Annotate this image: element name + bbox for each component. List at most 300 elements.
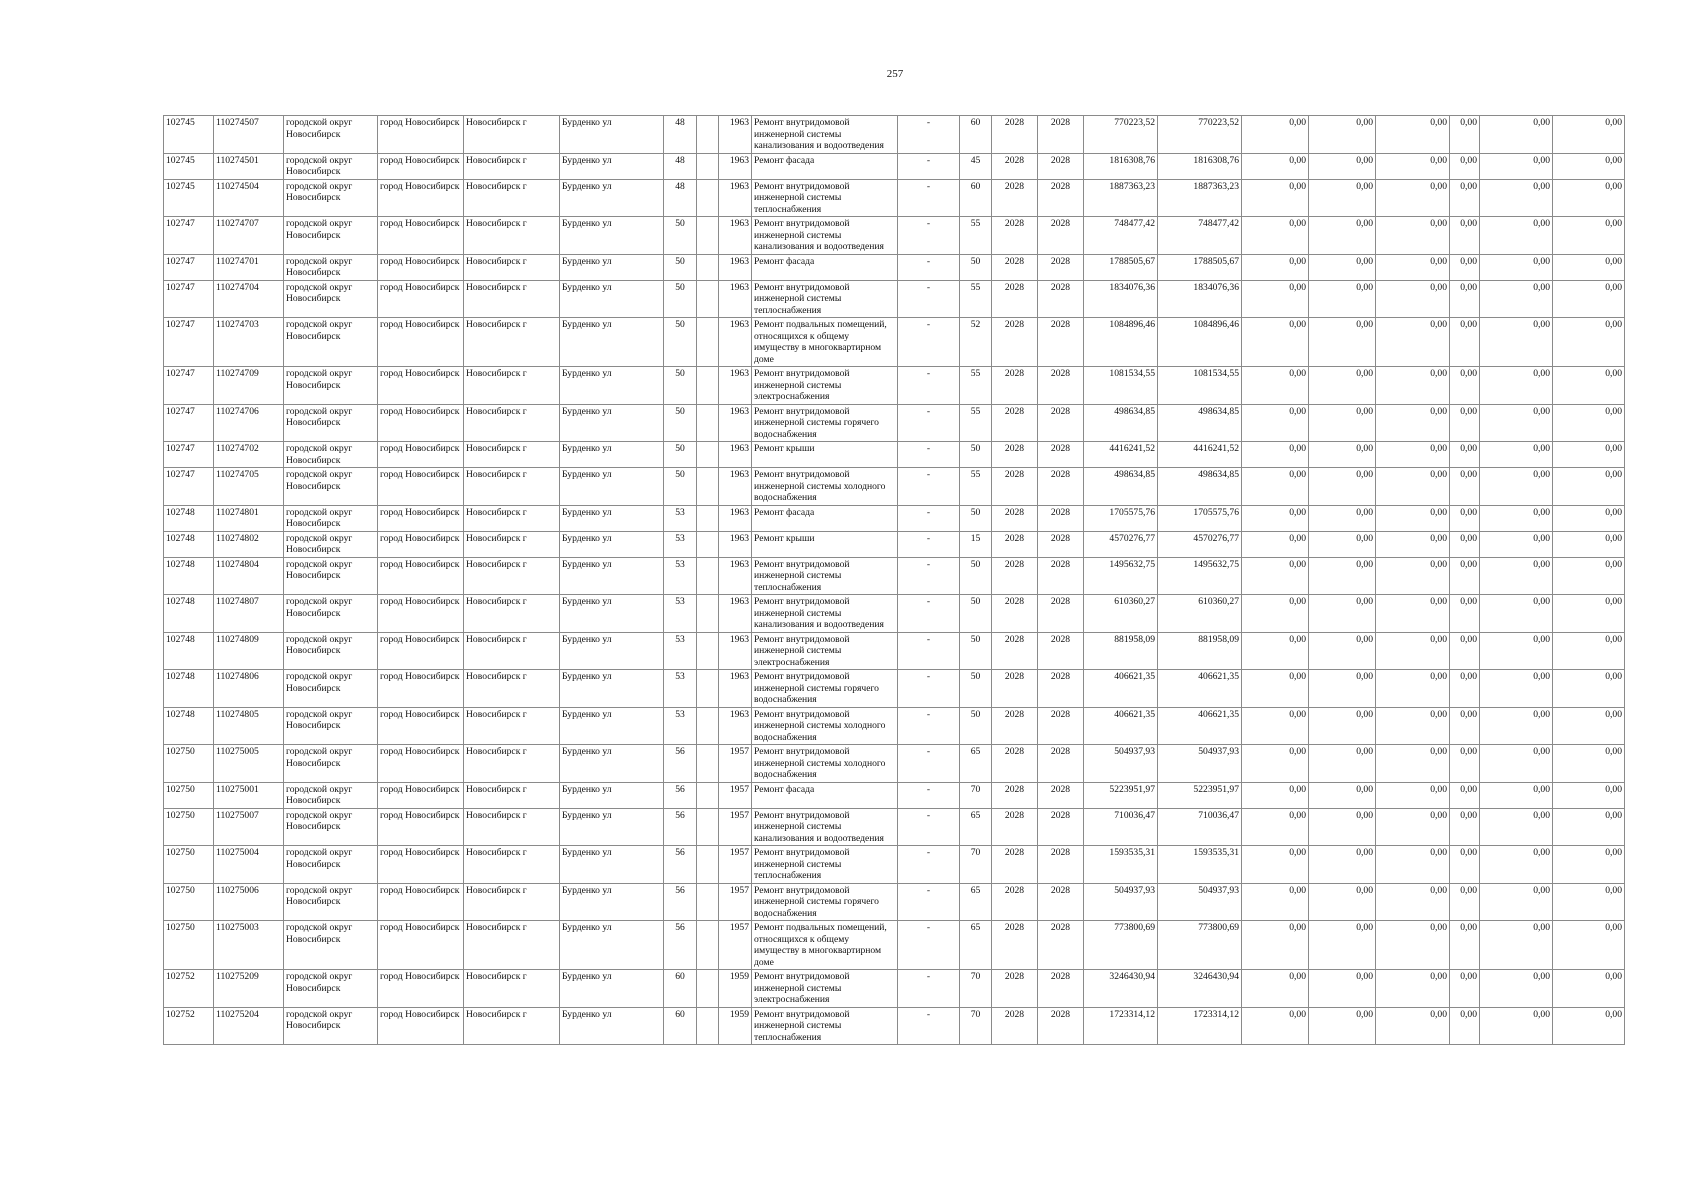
cell-municipal-district: городской округ Новосибирск: [284, 745, 378, 783]
cell-work-type: Ремонт внутридомовой инженерной системы канализования и водоотведения: [752, 595, 898, 633]
cell-cost-c: 0,00: [1376, 531, 1450, 557]
cell-wear-percent: 50: [960, 670, 992, 708]
table-row: [164, 670, 1625, 708]
cell-house-id: 102752: [164, 970, 214, 1008]
cell-plan-year-end: 2028: [1038, 745, 1084, 783]
cell-cost-total: 406621,35: [1084, 670, 1158, 708]
cell-dash: -: [898, 318, 960, 367]
cell-element-id: 110274701: [214, 254, 284, 280]
cell-cost-e: 0,00: [1480, 217, 1553, 255]
cell-plan-year-end: 2028: [1038, 505, 1084, 531]
cell-building: [697, 404, 719, 442]
cell-cost-fund: 1788505,67: [1158, 254, 1242, 280]
cell-element-id: 110274802: [214, 531, 284, 557]
cell-dash: -: [898, 883, 960, 921]
cell-settlement: город Новосибирск: [378, 442, 464, 468]
cell-cost-b: 0,00: [1309, 531, 1376, 557]
cell-municipal-district: городской округ Новосибирск: [284, 1007, 378, 1045]
cell-house-number: 56: [664, 782, 697, 808]
cell-municipal-district: городской округ Новосибирск: [284, 970, 378, 1008]
cell-city: Новосибирск г: [464, 670, 560, 708]
cell-street: Бурденко ул: [560, 367, 664, 405]
cell-wear-percent: 50: [960, 557, 992, 595]
cell-building: [697, 367, 719, 405]
table-row: [164, 557, 1625, 595]
cell-building: [697, 442, 719, 468]
cell-dash: -: [898, 217, 960, 255]
cell-cost-b: 0,00: [1309, 217, 1376, 255]
cell-street: Бурденко ул: [560, 883, 664, 921]
cell-settlement: город Новосибирск: [378, 557, 464, 595]
cell-cost-b: 0,00: [1309, 280, 1376, 318]
cell-cost-c: 0,00: [1376, 318, 1450, 367]
cell-city: Новосибирск г: [464, 1007, 560, 1045]
cell-cost-f: 0,00: [1553, 846, 1625, 884]
cell-building: [697, 254, 719, 280]
cell-cost-e: 0,00: [1480, 254, 1553, 280]
cell-municipal-district: городской округ Новосибирск: [284, 883, 378, 921]
cell-cost-f: 0,00: [1553, 153, 1625, 179]
cell-plan-year-end: 2028: [1038, 707, 1084, 745]
cell-house-id: 102750: [164, 745, 214, 783]
cell-work-type: Ремонт внутридомовой инженерной системы канализования и водоотведения: [752, 217, 898, 255]
cell-settlement: город Новосибирск: [378, 318, 464, 367]
cell-municipal-district: городской округ Новосибирск: [284, 404, 378, 442]
table-row: [164, 468, 1625, 506]
table-row: [164, 217, 1625, 255]
cell-city: Новосибирск г: [464, 531, 560, 557]
cell-building: [697, 116, 719, 154]
cell-cost-e: 0,00: [1480, 557, 1553, 595]
cell-house-number: 50: [664, 442, 697, 468]
cell-cost-fund: 748477,42: [1158, 217, 1242, 255]
cell-dash: -: [898, 531, 960, 557]
cell-cost-fund: 610360,27: [1158, 595, 1242, 633]
cell-cost-c: 0,00: [1376, 808, 1450, 846]
cell-cost-c: 0,00: [1376, 505, 1450, 531]
cell-plan-year-start: 2028: [992, 468, 1038, 506]
cell-cost-e: 0,00: [1480, 318, 1553, 367]
cell-plan-year-end: 2028: [1038, 921, 1084, 970]
cell-cost-total: 4416241,52: [1084, 442, 1158, 468]
cell-plan-year-end: 2028: [1038, 404, 1084, 442]
cell-plan-year-start: 2028: [992, 1007, 1038, 1045]
cell-cost-a: 0,00: [1242, 116, 1309, 154]
cell-settlement: город Новосибирск: [378, 883, 464, 921]
cell-house-number: 56: [664, 745, 697, 783]
cell-city: Новосибирск г: [464, 116, 560, 154]
cell-plan-year-start: 2028: [992, 595, 1038, 633]
cell-cost-a: 0,00: [1242, 404, 1309, 442]
cell-work-type: Ремонт внутридомовой инженерной системы теплоснабжения: [752, 846, 898, 884]
cell-work-type: Ремонт внутридомовой инженерной системы горячего водоснабжения: [752, 404, 898, 442]
cell-element-id: 110274709: [214, 367, 284, 405]
cell-wear-percent: 55: [960, 468, 992, 506]
table-row: [164, 846, 1625, 884]
table-row: [164, 505, 1625, 531]
cell-settlement: город Новосибирск: [378, 808, 464, 846]
cell-settlement: город Новосибирск: [378, 970, 464, 1008]
cell-dash: -: [898, 557, 960, 595]
cell-wear-percent: 55: [960, 280, 992, 318]
cell-street: Бурденко ул: [560, 970, 664, 1008]
cell-wear-percent: 55: [960, 404, 992, 442]
cell-plan-year-end: 2028: [1038, 531, 1084, 557]
cell-plan-year-end: 2028: [1038, 970, 1084, 1008]
cell-street: Бурденко ул: [560, 280, 664, 318]
cell-house-id: 102747: [164, 318, 214, 367]
cell-cost-fund: 1705575,76: [1158, 505, 1242, 531]
cell-wear-percent: 45: [960, 153, 992, 179]
cell-cost-e: 0,00: [1480, 921, 1553, 970]
cell-year-built: 1963: [719, 404, 752, 442]
cell-year-built: 1963: [719, 595, 752, 633]
cell-street: Бурденко ул: [560, 468, 664, 506]
cell-house-number: 53: [664, 531, 697, 557]
cell-cost-f: 0,00: [1553, 1007, 1625, 1045]
cell-cost-a: 0,00: [1242, 531, 1309, 557]
cell-cost-fund: 1084896,46: [1158, 318, 1242, 367]
cell-cost-fund: 1081534,55: [1158, 367, 1242, 405]
cell-cost-c: 0,00: [1376, 921, 1450, 970]
cell-wear-percent: 50: [960, 632, 992, 670]
cell-house-number: 60: [664, 970, 697, 1008]
table-row: [164, 531, 1625, 557]
cell-cost-d: 0,00: [1450, 442, 1480, 468]
cell-settlement: город Новосибирск: [378, 153, 464, 179]
cell-street: Бурденко ул: [560, 116, 664, 154]
cell-cost-e: 0,00: [1480, 632, 1553, 670]
cell-element-id: 110274507: [214, 116, 284, 154]
cell-cost-e: 0,00: [1480, 280, 1553, 318]
cell-settlement: город Новосибирск: [378, 367, 464, 405]
cell-element-id: 110275209: [214, 970, 284, 1008]
cell-municipal-district: городской округ Новосибирск: [284, 367, 378, 405]
cell-work-type: Ремонт внутридомовой инженерной системы теплоснабжения: [752, 280, 898, 318]
cell-plan-year-end: 2028: [1038, 557, 1084, 595]
cell-cost-fund: 3246430,94: [1158, 970, 1242, 1008]
cell-work-type: Ремонт внутридомовой инженерной системы канализования и водоотведения: [752, 116, 898, 154]
cell-house-number: 50: [664, 367, 697, 405]
cell-plan-year-start: 2028: [992, 404, 1038, 442]
cell-year-built: 1963: [719, 442, 752, 468]
cell-year-built: 1963: [719, 254, 752, 280]
cell-cost-e: 0,00: [1480, 745, 1553, 783]
cell-cost-b: 0,00: [1309, 404, 1376, 442]
cell-municipal-district: городской округ Новосибирск: [284, 217, 378, 255]
cell-building: [697, 883, 719, 921]
cell-wear-percent: 52: [960, 318, 992, 367]
cell-house-number: 48: [664, 153, 697, 179]
cell-house-id: 102747: [164, 254, 214, 280]
cell-cost-e: 0,00: [1480, 153, 1553, 179]
cell-plan-year-start: 2028: [992, 808, 1038, 846]
cell-dash: -: [898, 846, 960, 884]
cell-element-id: 110275004: [214, 846, 284, 884]
cell-cost-d: 0,00: [1450, 670, 1480, 708]
cell-element-id: 110274805: [214, 707, 284, 745]
cell-street: Бурденко ул: [560, 254, 664, 280]
cell-cost-e: 0,00: [1480, 970, 1553, 1008]
cell-cost-d: 0,00: [1450, 468, 1480, 506]
cell-wear-percent: 15: [960, 531, 992, 557]
cell-house-number: 50: [664, 318, 697, 367]
cell-plan-year-end: 2028: [1038, 318, 1084, 367]
cell-cost-b: 0,00: [1309, 883, 1376, 921]
cell-year-built: 1959: [719, 1007, 752, 1045]
cell-cost-fund: 881958,09: [1158, 632, 1242, 670]
cell-municipal-district: городской округ Новосибирск: [284, 116, 378, 154]
cell-plan-year-start: 2028: [992, 921, 1038, 970]
cell-dash: -: [898, 595, 960, 633]
cell-element-id: 110274501: [214, 153, 284, 179]
cell-cost-fund: 770223,52: [1158, 116, 1242, 154]
cell-city: Новосибирск г: [464, 442, 560, 468]
cell-house-id: 102748: [164, 670, 214, 708]
cell-cost-f: 0,00: [1553, 318, 1625, 367]
cell-plan-year-end: 2028: [1038, 280, 1084, 318]
cell-dash: -: [898, 367, 960, 405]
cell-element-id: 110275005: [214, 745, 284, 783]
cell-plan-year-start: 2028: [992, 442, 1038, 468]
cell-plan-year-start: 2028: [992, 254, 1038, 280]
cell-municipal-district: городской округ Новосибирск: [284, 254, 378, 280]
cell-cost-f: 0,00: [1553, 468, 1625, 506]
cell-cost-total: 498634,85: [1084, 468, 1158, 506]
cell-street: Бурденко ул: [560, 670, 664, 708]
cell-house-number: 56: [664, 883, 697, 921]
cell-cost-f: 0,00: [1553, 254, 1625, 280]
cell-municipal-district: городской округ Новосибирск: [284, 632, 378, 670]
cell-cost-e: 0,00: [1480, 179, 1553, 217]
cell-house-id: 102747: [164, 367, 214, 405]
cell-cost-e: 0,00: [1480, 846, 1553, 884]
cell-street: Бурденко ул: [560, 318, 664, 367]
cell-cost-total: 406621,35: [1084, 707, 1158, 745]
cell-cost-fund: 4570276,77: [1158, 531, 1242, 557]
cell-city: Новосибирск г: [464, 745, 560, 783]
cell-cost-total: 1081534,55: [1084, 367, 1158, 405]
cell-building: [697, 1007, 719, 1045]
cell-element-id: 110275003: [214, 921, 284, 970]
table-row: [164, 318, 1625, 367]
cell-house-number: 50: [664, 280, 697, 318]
cell-cost-fund: 504937,93: [1158, 883, 1242, 921]
cell-street: Бурденко ул: [560, 808, 664, 846]
cell-work-type: Ремонт внутридомовой инженерной системы горячего водоснабжения: [752, 670, 898, 708]
cell-cost-c: 0,00: [1376, 745, 1450, 783]
cell-street: Бурденко ул: [560, 782, 664, 808]
cell-building: [697, 153, 719, 179]
cell-cost-b: 0,00: [1309, 595, 1376, 633]
cell-cost-a: 0,00: [1242, 153, 1309, 179]
cell-wear-percent: 65: [960, 921, 992, 970]
cell-street: Бурденко ул: [560, 846, 664, 884]
cell-cost-a: 0,00: [1242, 468, 1309, 506]
cell-cost-b: 0,00: [1309, 367, 1376, 405]
cell-city: Новосибирск г: [464, 153, 560, 179]
cell-house-id: 102747: [164, 217, 214, 255]
cell-work-type: Ремонт внутридомовой инженерной системы теплоснабжения: [752, 179, 898, 217]
cell-building: [697, 632, 719, 670]
cell-street: Бурденко ул: [560, 531, 664, 557]
cell-cost-a: 0,00: [1242, 670, 1309, 708]
cell-cost-fund: 1495632,75: [1158, 557, 1242, 595]
cell-municipal-district: городской округ Новосибирск: [284, 670, 378, 708]
cell-cost-f: 0,00: [1553, 557, 1625, 595]
cell-cost-c: 0,00: [1376, 404, 1450, 442]
cell-house-number: 60: [664, 1007, 697, 1045]
cell-settlement: город Новосибирск: [378, 707, 464, 745]
cell-house-number: 56: [664, 846, 697, 884]
cell-wear-percent: 65: [960, 883, 992, 921]
cell-house-id: 102745: [164, 116, 214, 154]
cell-cost-fund: 504937,93: [1158, 745, 1242, 783]
cell-settlement: город Новосибирск: [378, 280, 464, 318]
cell-cost-d: 0,00: [1450, 557, 1480, 595]
cell-plan-year-end: 2028: [1038, 595, 1084, 633]
cell-cost-b: 0,00: [1309, 442, 1376, 468]
cell-house-number: 56: [664, 808, 697, 846]
cell-street: Бурденко ул: [560, 595, 664, 633]
cell-cost-d: 0,00: [1450, 846, 1480, 884]
cell-cost-e: 0,00: [1480, 1007, 1553, 1045]
cell-wear-percent: 60: [960, 179, 992, 217]
cell-wear-percent: 65: [960, 745, 992, 783]
cell-house-number: 53: [664, 632, 697, 670]
cell-settlement: город Новосибирск: [378, 116, 464, 154]
cell-city: Новосибирск г: [464, 318, 560, 367]
cell-cost-total: 770223,52: [1084, 116, 1158, 154]
cell-plan-year-end: 2028: [1038, 846, 1084, 884]
cell-settlement: город Новосибирск: [378, 595, 464, 633]
cell-cost-e: 0,00: [1480, 531, 1553, 557]
cell-municipal-district: городской округ Новосибирск: [284, 468, 378, 506]
cell-settlement: город Новосибирск: [378, 1007, 464, 1045]
cell-dash: -: [898, 468, 960, 506]
cell-cost-d: 0,00: [1450, 153, 1480, 179]
cell-cost-total: 4570276,77: [1084, 531, 1158, 557]
cell-work-type: Ремонт внутридомовой инженерной системы канализования и водоотведения: [752, 808, 898, 846]
cell-cost-d: 0,00: [1450, 970, 1480, 1008]
table-body: [164, 116, 1625, 1045]
table-row: [164, 707, 1625, 745]
cell-work-type: Ремонт внутридомовой инженерной системы электроснабжения: [752, 970, 898, 1008]
cell-building: [697, 808, 719, 846]
cell-city: Новосибирск г: [464, 782, 560, 808]
cell-house-id: 102745: [164, 179, 214, 217]
cell-house-id: 102748: [164, 595, 214, 633]
cell-cost-a: 0,00: [1242, 254, 1309, 280]
cell-municipal-district: городской округ Новосибирск: [284, 846, 378, 884]
cell-municipal-district: городской округ Новосибирск: [284, 318, 378, 367]
cell-cost-a: 0,00: [1242, 505, 1309, 531]
cell-year-built: 1963: [719, 179, 752, 217]
cell-year-built: 1963: [719, 116, 752, 154]
cell-municipal-district: городской округ Новосибирск: [284, 782, 378, 808]
cell-dash: -: [898, 442, 960, 468]
cell-element-id: 110274705: [214, 468, 284, 506]
cell-cost-total: 1705575,76: [1084, 505, 1158, 531]
cell-cost-e: 0,00: [1480, 468, 1553, 506]
cell-element-id: 110274804: [214, 557, 284, 595]
cell-cost-d: 0,00: [1450, 280, 1480, 318]
cell-cost-f: 0,00: [1553, 970, 1625, 1008]
cell-house-id: 102748: [164, 707, 214, 745]
cell-cost-total: 1834076,36: [1084, 280, 1158, 318]
cell-cost-total: 748477,42: [1084, 217, 1158, 255]
cell-cost-fund: 1887363,23: [1158, 179, 1242, 217]
cell-cost-d: 0,00: [1450, 116, 1480, 154]
cell-house-id: 102748: [164, 557, 214, 595]
cell-wear-percent: 50: [960, 505, 992, 531]
cell-dash: -: [898, 745, 960, 783]
cell-cost-e: 0,00: [1480, 782, 1553, 808]
cell-cost-a: 0,00: [1242, 217, 1309, 255]
cell-house-number: 53: [664, 505, 697, 531]
cell-cost-f: 0,00: [1553, 632, 1625, 670]
cell-city: Новосибирск г: [464, 632, 560, 670]
cell-cost-a: 0,00: [1242, 1007, 1309, 1045]
cell-building: [697, 179, 719, 217]
cell-work-type: Ремонт крыши: [752, 442, 898, 468]
cell-plan-year-start: 2028: [992, 280, 1038, 318]
cell-cost-a: 0,00: [1242, 557, 1309, 595]
cell-element-id: 110274504: [214, 179, 284, 217]
table-row: [164, 254, 1625, 280]
cell-cost-b: 0,00: [1309, 254, 1376, 280]
cell-cost-c: 0,00: [1376, 557, 1450, 595]
cell-cost-total: 5223951,97: [1084, 782, 1158, 808]
cell-cost-c: 0,00: [1376, 179, 1450, 217]
cell-city: Новосибирск г: [464, 404, 560, 442]
cell-street: Бурденко ул: [560, 745, 664, 783]
cell-element-id: 110274707: [214, 217, 284, 255]
cell-plan-year-end: 2028: [1038, 153, 1084, 179]
cell-cost-c: 0,00: [1376, 280, 1450, 318]
cell-dash: -: [898, 632, 960, 670]
cell-municipal-district: городской округ Новосибирск: [284, 557, 378, 595]
cell-building: [697, 595, 719, 633]
cell-street: Бурденко ул: [560, 153, 664, 179]
cell-cost-d: 0,00: [1450, 595, 1480, 633]
cell-house-number: 50: [664, 254, 697, 280]
cell-cost-d: 0,00: [1450, 254, 1480, 280]
cell-dash: -: [898, 404, 960, 442]
cell-settlement: город Новосибирск: [378, 632, 464, 670]
cell-cost-e: 0,00: [1480, 442, 1553, 468]
cell-cost-a: 0,00: [1242, 970, 1309, 1008]
cell-cost-fund: 406621,35: [1158, 707, 1242, 745]
cell-wear-percent: 50: [960, 707, 992, 745]
cell-plan-year-start: 2028: [992, 883, 1038, 921]
cell-cost-f: 0,00: [1553, 404, 1625, 442]
cell-city: Новосибирск г: [464, 707, 560, 745]
cell-year-built: 1957: [719, 921, 752, 970]
cell-settlement: город Новосибирск: [378, 782, 464, 808]
cell-cost-total: 3246430,94: [1084, 970, 1158, 1008]
table-row: [164, 179, 1625, 217]
cell-dash: -: [898, 670, 960, 708]
cell-city: Новосибирск г: [464, 921, 560, 970]
cell-cost-d: 0,00: [1450, 531, 1480, 557]
cell-work-type: Ремонт крыши: [752, 531, 898, 557]
cell-cost-c: 0,00: [1376, 1007, 1450, 1045]
cell-plan-year-start: 2028: [992, 505, 1038, 531]
cell-building: [697, 217, 719, 255]
cell-cost-fund: 406621,35: [1158, 670, 1242, 708]
cell-plan-year-end: 2028: [1038, 254, 1084, 280]
